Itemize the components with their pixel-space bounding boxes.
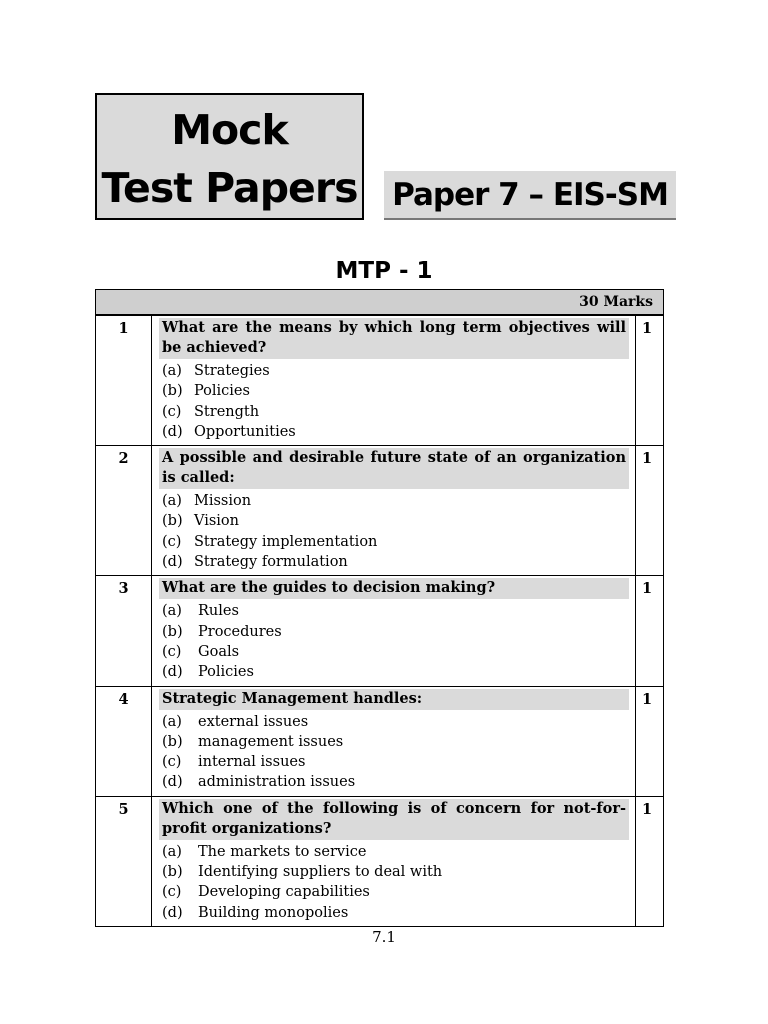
answer-option (159, 381, 629, 401)
option-label: (b) (162, 864, 183, 881)
answer-option (159, 712, 629, 732)
option-label: (a) (162, 493, 182, 510)
title-line-2: Test Papers (101, 164, 358, 212)
question-text: What are the means by which long term objectives will be achieved? (159, 318, 629, 359)
question-number: 5 (96, 796, 152, 926)
option-label: (d) (162, 774, 183, 791)
answer-option (159, 752, 629, 772)
answer-option (159, 532, 629, 552)
question-row (96, 316, 664, 446)
option-text: Rules (198, 603, 239, 620)
option-text: Strategies (194, 363, 270, 379)
option-label: (b) (162, 733, 183, 750)
option-text: Policies (194, 383, 250, 400)
option-text: Strategy formulation (194, 554, 348, 571)
option-label: (b) (162, 383, 183, 400)
option-label: (c) (162, 403, 182, 420)
option-label: (c) (162, 643, 182, 660)
answer-option (159, 511, 629, 531)
total-marks-bar (95, 289, 664, 315)
questions-table (95, 315, 664, 927)
option-text: management issues (198, 733, 344, 750)
option-label: (a) (162, 843, 182, 860)
option-text: Procedures (198, 623, 282, 640)
title-line-1: Mock (171, 106, 288, 154)
question-row (96, 796, 664, 926)
option-text: external issues (198, 713, 309, 730)
option-text: The markets to service (198, 843, 367, 860)
question-number: 4 (96, 686, 152, 796)
option-text: administration issues (198, 774, 356, 791)
question-text: Which one of the following is of concern for not-for-profit organizations? (159, 799, 629, 840)
option-label: (c) (162, 533, 182, 550)
option-text: Strength (194, 403, 260, 420)
answer-option (159, 491, 629, 511)
question-marks: 1 (636, 316, 664, 446)
question-marks: 1 (636, 446, 664, 576)
answer-option (159, 361, 629, 381)
option-text: internal issues (198, 754, 306, 771)
answer-option (159, 422, 629, 442)
question-number: 3 (96, 576, 152, 686)
answer-option (159, 842, 629, 862)
option-text: Goals (198, 643, 240, 660)
question-row (96, 446, 664, 576)
option-label: (b) (162, 623, 183, 640)
page-number: 7.1 (372, 928, 396, 946)
answer-option (159, 622, 629, 642)
option-label: (b) (162, 513, 183, 530)
answer-option (159, 732, 629, 752)
option-label: (c) (162, 884, 182, 901)
option-label: (d) (162, 554, 183, 571)
question-body (152, 686, 636, 796)
option-text: Strategy implementation (194, 533, 378, 550)
question-text: What are the guides to decision making? (159, 578, 629, 599)
mock-test-papers-title-box (95, 93, 364, 220)
option-text: Developing capabilities (198, 884, 370, 901)
option-text: Vision (194, 513, 240, 530)
answer-option (159, 882, 629, 902)
option-label: (d) (162, 423, 183, 440)
answer-option (159, 862, 629, 882)
answer-option (159, 662, 629, 682)
option-label: (a) (162, 713, 182, 730)
option-text: Mission (194, 493, 252, 510)
option-label: (c) (162, 754, 182, 771)
question-number: 1 (96, 316, 152, 446)
option-label: (d) (162, 904, 183, 921)
option-text: Building monopolies (198, 904, 349, 921)
option-label: (a) (162, 363, 182, 379)
question-marks: 1 (636, 686, 664, 796)
question-text: A possible and desirable future state of an organization is called: (159, 448, 629, 489)
answer-option (159, 903, 629, 923)
paper-title: Paper 7 – EIS-SM (384, 171, 676, 220)
question-body (152, 446, 636, 576)
question-marks: 1 (636, 576, 664, 686)
option-text: Identifying suppliers to deal with (198, 864, 443, 881)
question-body (152, 576, 636, 686)
answer-option (159, 772, 629, 792)
total-marks: 30 Marks (579, 294, 653, 310)
question-marks: 1 (636, 796, 664, 926)
question-body (152, 316, 636, 446)
option-label: (d) (162, 664, 183, 681)
answer-option (159, 601, 629, 621)
option-label: (a) (162, 603, 182, 620)
question-row (96, 576, 664, 686)
option-text: Policies (198, 664, 254, 681)
answer-option (159, 552, 629, 572)
question-body (152, 796, 636, 926)
question-text: Strategic Management handles: (159, 689, 629, 710)
question-number: 2 (96, 446, 152, 576)
section-heading: MTP - 1 (335, 258, 433, 284)
option-text: Opportunities (194, 423, 296, 440)
answer-option (159, 402, 629, 422)
question-row (96, 686, 664, 796)
answer-option (159, 642, 629, 662)
